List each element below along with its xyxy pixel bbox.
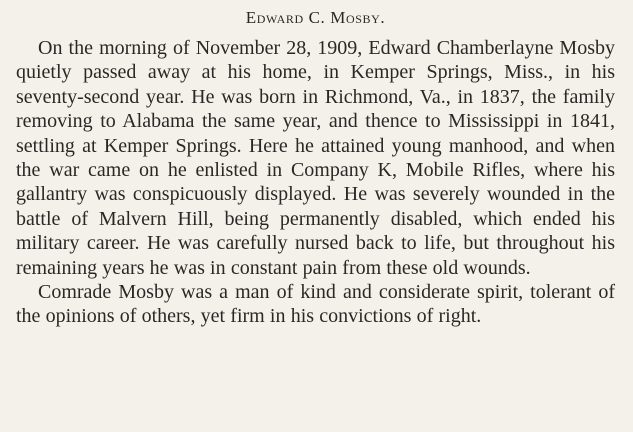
body-paragraph-1: On the morning of November 28, 1909, Edward Chamberlayne Mosby quietly passed away at his home, in Kemper Springs, Miss., in his seventy-second year. He was born in Richmond, Va., in 1837, the family removing to Alabama the same year, and thence to Mississippi in 1841, settling at Kemper Springs. Here he attained young manhood, and when the war came on he enlisted in Company K, Mobile Rifles, where his gallantry was conspicuously displayed. He was severely wounded in the battle of Malvern Hill, being permanently disabled, which ended his military career. He was carefully nursed back to life, but throughout his remaining years he was in constant pain from these old wounds. bbox=[16, 37, 615, 279]
article-title: Edward C. Mosby. bbox=[245, 8, 386, 27]
body-paragraph-2: Comrade Mosby was a man of kind and considerate spirit, tolerant of the opinions of others, yet firm in his convictions of right. bbox=[16, 281, 615, 328]
